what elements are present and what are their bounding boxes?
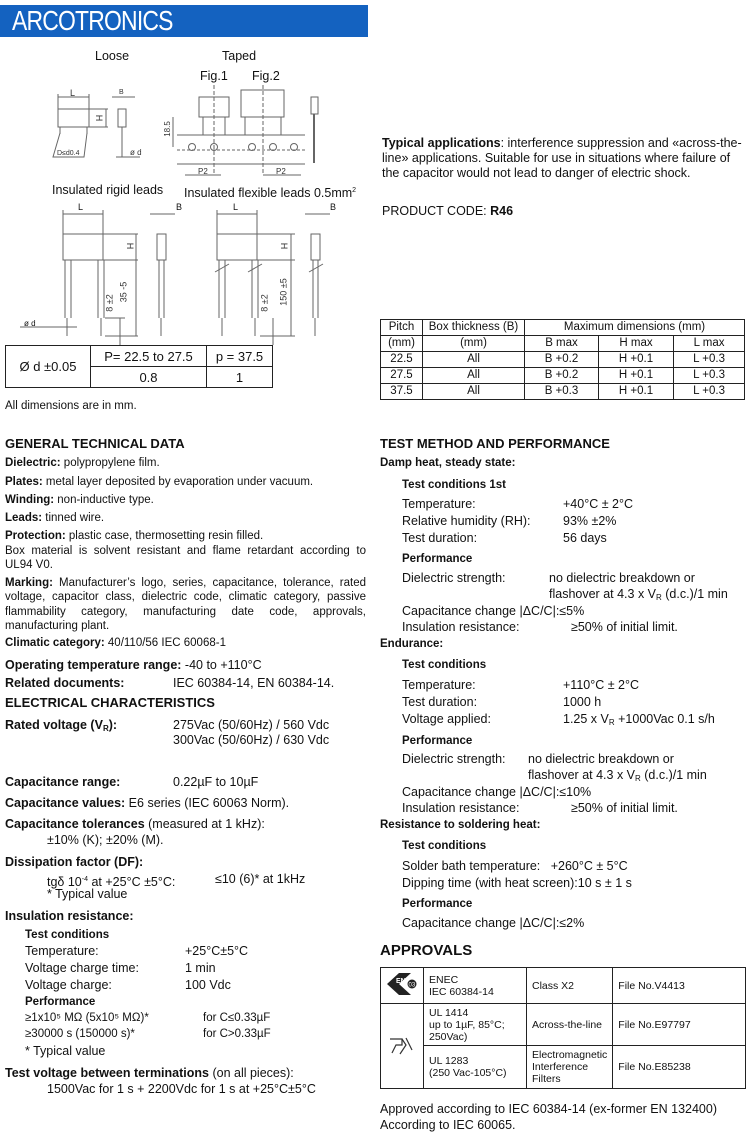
- approvals-title: APPROVALS: [380, 942, 473, 959]
- k: tgδ 10: [47, 875, 82, 889]
- rated-voltage-2: 300Vac (50/60Hz) / 630 Vdc: [173, 733, 330, 747]
- test-voltage: [5, 1066, 294, 1081]
- k: Climatic category:: [5, 637, 105, 649]
- v: non-inductive type.: [54, 494, 154, 506]
- v: (d.c.)/1 min: [640, 768, 707, 782]
- box-material: Box material is solvent resistant and flame retardant according to UL94 V0.: [5, 545, 366, 571]
- svg-text:EN: EN: [396, 978, 406, 985]
- end-ds-label: Dielectric strength:: [402, 752, 506, 766]
- ir-performance: Performance: [25, 996, 96, 1008]
- k: Winding:: [5, 494, 55, 506]
- table-row: [381, 384, 745, 400]
- ir-perf-1: ≥1x10⁵ MΩ (5x10⁵ MΩ)*: [25, 1012, 149, 1024]
- label-fig2: Fig.2: [252, 69, 280, 83]
- v: tinned wire.: [42, 512, 105, 524]
- dim-H-1: H: [125, 242, 136, 250]
- dimensions-note: All dimensions are in mm.: [5, 400, 137, 412]
- loose-dim-L: L: [70, 88, 76, 98]
- ir-note: * Typical value: [25, 1044, 106, 1058]
- dim-35-lead-length: 35 -5: [118, 281, 129, 303]
- k: Plates:: [5, 476, 43, 488]
- std-line: UL 1414: [429, 1006, 469, 1019]
- damp-test-conditions: Test conditions 1st: [402, 479, 506, 491]
- endurance: Endurance:: [380, 638, 444, 650]
- ir-row-value: 100 Vdc: [185, 978, 231, 992]
- k: at +25°C ±5°C:: [88, 875, 176, 889]
- lead-table-value: 0.8: [91, 367, 207, 388]
- end-test-conditions: Test conditions: [402, 659, 487, 671]
- approval-file: File No.E97797: [613, 1004, 746, 1046]
- related-documents-label: Related documents:: [5, 676, 125, 690]
- v: (on all pieces):: [208, 1066, 294, 1080]
- ir-row-value: +25°C±5°C: [185, 944, 249, 958]
- dim-subheader: (mm): [381, 336, 423, 352]
- damp-cc: [402, 604, 584, 619]
- std-line: UL 1283: [429, 1055, 469, 1067]
- rated-voltage-label: [5, 718, 117, 736]
- cap-range-value: 0.22µF to 10µF: [173, 775, 259, 789]
- lead-diameter-table: [5, 345, 273, 388]
- type-line: Filters: [532, 1073, 561, 1085]
- cell: L +0.3: [674, 368, 745, 384]
- loose-dim-B: B: [119, 89, 124, 96]
- cap-tolerance-value: ±10% (K); ±20% (M).: [47, 833, 164, 847]
- v: -40 to +110°C: [181, 658, 262, 672]
- ir-title: Insulation resistance:: [5, 909, 134, 923]
- solder-temp: Solder bath temperature: +260°C ± 5°C: [402, 859, 628, 873]
- dim-header: Pitch: [381, 320, 423, 336]
- v: flashover at 4.3 x V: [528, 768, 636, 782]
- operating-temperature: [5, 658, 262, 673]
- k: Capacitance values:: [5, 796, 126, 810]
- label-loose: Loose: [95, 49, 130, 63]
- v-sub: R: [656, 593, 662, 602]
- label-taped: Taped: [222, 49, 257, 63]
- k: Rated voltage (V: [5, 718, 103, 732]
- solder-test-conditions: Test conditions: [402, 840, 487, 852]
- dim-B-1: B: [176, 202, 183, 212]
- v: ≤10%: [559, 785, 592, 799]
- cell: H +0.1: [598, 352, 673, 368]
- cell: All: [423, 384, 525, 400]
- table-row: [381, 352, 745, 368]
- dim-subheader: (mm): [423, 336, 525, 352]
- dim-8-flexible: 8 ±2: [259, 294, 270, 312]
- loose-dim-d04: D≤d0.4: [57, 150, 80, 157]
- type-line: Electromagnetic: [532, 1049, 608, 1061]
- cell: L +0.3: [674, 384, 745, 400]
- dim-header: Box thickness (B): [423, 320, 525, 336]
- df-title: Dissipation factor (DF):: [5, 855, 144, 869]
- dim-subheader: L max: [674, 336, 745, 352]
- v: +1000Vac 0.1 s/h: [614, 712, 715, 726]
- electrical-title: ELECTRICAL CHARACTERISTICS: [5, 695, 215, 710]
- enec-logo-icon: [387, 973, 417, 995]
- dim-H-2: H: [279, 242, 290, 250]
- end-value: +110°C ± 2°C: [563, 678, 640, 692]
- solder-performance: Performance: [402, 898, 473, 910]
- damp-ir-value: ≥50% of initial limit.: [571, 620, 678, 634]
- damp-ds-value: no dielectric breakdown or: [549, 571, 695, 585]
- v-sub: R: [608, 718, 615, 727]
- approval-standard: [424, 1046, 527, 1089]
- approval-note-2: According to IEC 60065.: [380, 1118, 516, 1132]
- test-voltage-value: 1500Vac for 1 s + 2200Vdc for 1 s at +25°C±5°C: [47, 1082, 316, 1096]
- protection: [5, 529, 263, 544]
- damp-ds-value-2: [549, 587, 728, 605]
- loose-dim-H: H: [94, 114, 105, 122]
- end-value: 1000 h: [563, 695, 602, 709]
- std-line: (250 Vac-105°C): [429, 1067, 507, 1079]
- general-title: GENERAL TECHNICAL DATA: [5, 436, 185, 451]
- cell: 22.5: [381, 352, 423, 368]
- end-ir-value: ≥50% of initial limit.: [571, 801, 678, 815]
- dim-8-rigid: 8 ±2: [104, 294, 115, 312]
- dim-header: Maximum dimensions (mm): [525, 320, 745, 336]
- cell: H +0.1: [598, 384, 673, 400]
- cell: 37.5: [381, 384, 423, 400]
- v: ≤2%: [559, 916, 585, 930]
- v: metal layer deposited by evaporation under vacuum.: [42, 476, 314, 488]
- std-line: up to 1µF, 85°C;: [429, 1018, 505, 1031]
- v: ≤5%: [559, 604, 585, 618]
- cell: B +0.2: [525, 368, 599, 384]
- end-label: Temperature:: [402, 678, 476, 692]
- ir-perf-2-value: for C>0.33µF: [203, 1028, 271, 1040]
- solder-dip: Dipping time (with heat screen):10 s ± 1 s: [402, 876, 632, 890]
- v: flashover at 4.3 x V: [549, 587, 657, 601]
- v: (d.c.)/1 min: [661, 587, 728, 601]
- cell: B +0.3: [525, 384, 599, 400]
- end-performance: Performance: [402, 735, 473, 747]
- winding: [5, 493, 154, 508]
- v: plastic case, thermosetting resin filled.: [65, 530, 264, 542]
- taped-dim-18-5: 18.5: [162, 121, 172, 137]
- k: ):: [108, 718, 118, 732]
- ir-row-value: 1 min: [185, 961, 216, 975]
- std-line: IEC 60384-14: [429, 985, 494, 998]
- ul-recognized-icon: [388, 1034, 416, 1056]
- cap-range-label: Capacitance range:: [5, 775, 121, 789]
- cell: All: [423, 368, 525, 384]
- end-va-value: [563, 712, 715, 730]
- label-fig1: Fig.1: [200, 69, 228, 83]
- approval-file: File No.E85238: [613, 1046, 746, 1089]
- plates: [5, 475, 313, 490]
- approvals-table: [380, 967, 746, 1089]
- leads: [5, 511, 104, 526]
- k: Capacitance change |ΔC/C|:: [402, 916, 560, 930]
- lead-table-header: P= 22.5 to 27.5: [91, 346, 207, 367]
- dim-L-2: L: [233, 202, 239, 212]
- dim-d: ø d: [24, 319, 36, 328]
- k: Capacitance change |ΔC/C|:: [402, 785, 560, 799]
- loose-dim-d: ø d: [130, 148, 142, 157]
- ir-perf-2: ≥30000 s (150000 s)*: [25, 1028, 135, 1040]
- approval-type: [527, 1046, 613, 1089]
- cell: H +0.1: [598, 368, 673, 384]
- end-ds-value: no dielectric breakdown or: [528, 752, 674, 766]
- v: Manufacturer’s logo, series, capacitance, tolerance, rated voltage, capacitor class, dielectric code, climatic category, passive flammability category, manufacturing date code, approvals, manufacturing plant.: [5, 577, 366, 632]
- k: Leads:: [5, 512, 43, 524]
- cell: 27.5: [381, 368, 423, 384]
- k: Capacitance tolerances: [5, 817, 145, 831]
- applications-label: Typical applications: [382, 136, 501, 150]
- typical-applications: [382, 136, 744, 181]
- v: 40/110/56 IEC 60068-1: [104, 637, 226, 649]
- applications-text: : interference suppression and «across-the-line» applications. Suitable for use in situations where failure of the capacitor would not lead to danger of electric shock.: [382, 136, 742, 180]
- damp-value: 56 days: [563, 531, 607, 545]
- product-code-value: R46: [490, 204, 514, 218]
- taped-dim-p2-fig2: P2: [276, 167, 286, 176]
- soldering-heat: Resistance to soldering heat:: [380, 819, 541, 831]
- damp-ds-label: Dielectric strength:: [402, 571, 506, 585]
- v: polypropylene film.: [60, 457, 160, 469]
- dim-150-lead-length: 150 ±5: [278, 278, 289, 306]
- end-ir-label: Insulation resistance:: [402, 801, 520, 815]
- k: Dielectric:: [5, 457, 61, 469]
- caption-rigid-leads: Insulated rigid leads: [52, 183, 164, 197]
- damp-heat: Damp heat, steady state:: [380, 457, 516, 469]
- std-line: 250Vac): [429, 1030, 468, 1043]
- rated-voltage-1: 275Vac (50/60Hz) / 560 Vdc: [173, 718, 330, 732]
- v-sub: R: [635, 774, 641, 783]
- k: Test voltage between terminations: [5, 1066, 209, 1080]
- ir-row-label: Voltage charge time:: [25, 961, 139, 975]
- taped-dim-p2-fig1: P2: [198, 167, 208, 176]
- end-va-label: Voltage applied:: [402, 712, 491, 726]
- taped-drawing: [162, 85, 325, 180]
- cap-tolerances: [5, 817, 265, 832]
- lead-table-value: 1: [207, 367, 273, 388]
- dimensions-table: [380, 319, 745, 400]
- climatic-category: [5, 636, 226, 651]
- ir-row-label: Voltage charge:: [25, 978, 112, 992]
- caption-flexible-leads: [184, 183, 356, 201]
- damp-label: Temperature:: [402, 497, 476, 511]
- dimension-drawing: [15, 200, 345, 345]
- cell: All: [423, 352, 525, 368]
- brand-logo: ARCOTRONICS: [12, 5, 173, 36]
- product-code-label: PRODUCT CODE:: [382, 204, 491, 218]
- df-value: ≤10 (6)* at 1kHz: [215, 872, 306, 886]
- std-line: ENEC: [429, 973, 459, 986]
- svg-text:03: 03: [408, 982, 416, 989]
- product-code: [382, 204, 513, 219]
- dim-subheader: H max: [598, 336, 673, 352]
- k: Capacitance change |ΔC/C|:: [402, 604, 560, 618]
- lead-table-header: p = 37.5: [207, 346, 273, 367]
- dim-B-2: B: [330, 202, 337, 212]
- cell: L +0.3: [674, 352, 745, 368]
- cell: B +0.2: [525, 352, 599, 368]
- enec-logo: [381, 968, 424, 1004]
- test-title: TEST METHOD AND PERFORMANCE: [380, 436, 610, 451]
- k-sub: R: [102, 724, 109, 733]
- lead-table-label: Ø d ±0.05: [6, 346, 91, 388]
- damp-label: Relative humidity (RH):: [402, 514, 531, 528]
- ul-logo: [381, 1004, 424, 1089]
- v: (measured at 1 kHz):: [144, 817, 265, 831]
- approval-type: Across-the-line: [527, 1004, 613, 1046]
- dim-subheader: B max: [525, 336, 599, 352]
- damp-ir-label: Insulation resistance:: [402, 620, 520, 634]
- end-cc: [402, 785, 591, 800]
- approval-type: Class X2: [527, 968, 613, 1004]
- k: Marking:: [5, 577, 53, 589]
- dim-L-1: L: [78, 202, 84, 212]
- cap-values: [5, 796, 289, 811]
- ir-perf-1-value: for C≤0.33µF: [203, 1012, 271, 1024]
- table-row: [381, 368, 745, 384]
- approval-file: File No.V4413: [613, 968, 746, 1004]
- caption-flexible-text: Insulated flexible leads 0.5mm: [184, 186, 353, 200]
- approval-standard: [424, 968, 527, 1004]
- related-documents-value: IEC 60384-14, EN 60384-14.: [173, 676, 335, 690]
- damp-value: 93% ±2%: [563, 514, 617, 528]
- v: E6 series (IEC 60063 Norm).: [125, 796, 290, 810]
- brand-header: [0, 5, 368, 37]
- ir-row-label: Temperature:: [25, 944, 99, 958]
- damp-performance: Performance: [402, 553, 473, 565]
- k: Operating temperature range:: [5, 658, 182, 672]
- damp-label: Test duration:: [402, 531, 478, 545]
- end-label: Test duration:: [402, 695, 478, 709]
- dielectric: [5, 456, 160, 471]
- k-sup: -4: [81, 876, 88, 883]
- k: Protection:: [5, 530, 66, 542]
- v: 1.25 x V: [563, 712, 609, 726]
- solder-cc: [402, 916, 584, 931]
- marking: [5, 576, 366, 633]
- df-note: * Typical value: [47, 887, 128, 901]
- type-line: Interference: [532, 1061, 589, 1073]
- caption-flexible-sup: 2: [352, 187, 357, 194]
- approval-standard: [424, 1004, 527, 1046]
- ir-test-conditions: Test conditions: [25, 929, 110, 941]
- approval-note-1: Approved according to IEC 60384-14 (ex-former EN 132400): [380, 1102, 717, 1116]
- damp-value: +40°C ± 2°C: [563, 497, 634, 511]
- end-ds-value-2: [528, 768, 707, 786]
